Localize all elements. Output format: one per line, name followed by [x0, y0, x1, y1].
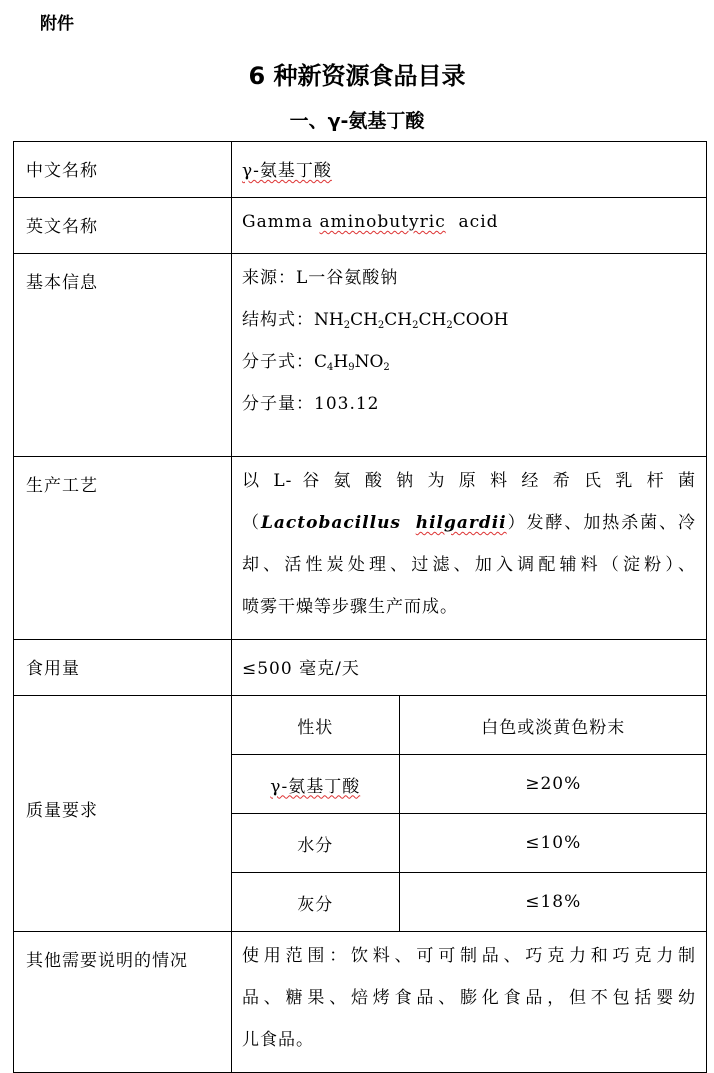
molecular-weight-line: 分子量：103.12: [242, 394, 380, 414]
quality-row-ash: [232, 873, 707, 932]
row-english-name: [14, 198, 707, 254]
food-info-table: [13, 141, 707, 1073]
process-value: [232, 457, 707, 640]
molecular-formula-line: 分子式：$C_4H_9NO_2$: [242, 352, 390, 373]
quality-key: γ-氨基丁酸: [232, 755, 399, 814]
quality-key: 性状: [232, 696, 399, 755]
other-line-1: 使用范围：饮料、可可制品、巧克力和巧克力制: [242, 946, 696, 966]
other-value: [232, 932, 707, 1073]
quality-subtable: [232, 696, 707, 931]
section-subtitle: 一、γ-氨基丁酸: [289, 110, 425, 132]
other-label: 其他需要说明的情况: [14, 932, 232, 1073]
quality-key: 水分: [232, 814, 399, 873]
row-chinese-name: [14, 142, 707, 198]
process-line-2: （Lactobacillus hilgardii）发酵、加热杀菌、冷: [242, 513, 697, 533]
source-line: 来源：L一谷氨酸钠: [242, 268, 399, 288]
quality-key: 灰分: [232, 873, 399, 932]
english-name-label: 英文名称: [14, 198, 232, 254]
quality-label: 质量要求: [14, 696, 232, 932]
basic-info-value: [232, 254, 707, 457]
document-title: 6 种新资源食品目录: [248, 62, 466, 90]
process-line-1: 以 L- 谷 氨 酸 钠 为 原 料 经 希 氏 乳 杆 菌: [242, 471, 696, 491]
other-line-3: 儿食品。: [242, 1030, 314, 1050]
quality-subtable-cell: [232, 696, 707, 932]
structural-formula-line: 结构式：$NH_2CH_2CH_2CH_2COOH$: [242, 310, 509, 331]
quality-value: ≥20%: [399, 755, 707, 814]
process-label: 生产工艺: [14, 457, 232, 640]
chinese-name-label: 中文名称: [14, 142, 232, 198]
dosage-value: ≤500 毫克/天: [232, 640, 707, 696]
row-process: [14, 457, 707, 640]
row-basic-info: [14, 254, 707, 457]
quality-row-moisture: [232, 814, 707, 873]
quality-row-gaba: [232, 755, 707, 814]
process-line-4: 喷雾干燥等步骤生产而成。: [242, 597, 458, 617]
quality-value: 白色或淡黄色粉末: [399, 696, 707, 755]
basic-info-label: 基本信息: [14, 254, 232, 457]
process-line-3: 却、活性炭处理、过滤、加入调配辅料（淀粉）、: [242, 555, 696, 575]
row-quality: [14, 696, 707, 932]
quality-row-appearance: [232, 696, 707, 755]
chinese-name-value: γ-氨基丁酸: [232, 142, 707, 198]
attachment-label: 附件: [40, 14, 74, 34]
row-other: [14, 932, 707, 1073]
other-line-2: 品、糖果、焙烤食品、膨化食品，但不包括婴幼: [242, 988, 696, 1008]
row-dosage: [14, 640, 707, 696]
quality-value: ≤18%: [525, 892, 582, 912]
quality-value: ≤10%: [399, 814, 707, 873]
dosage-label: 食用量: [14, 640, 232, 696]
english-name-value: Gamma aminobutyric acid: [232, 198, 707, 254]
